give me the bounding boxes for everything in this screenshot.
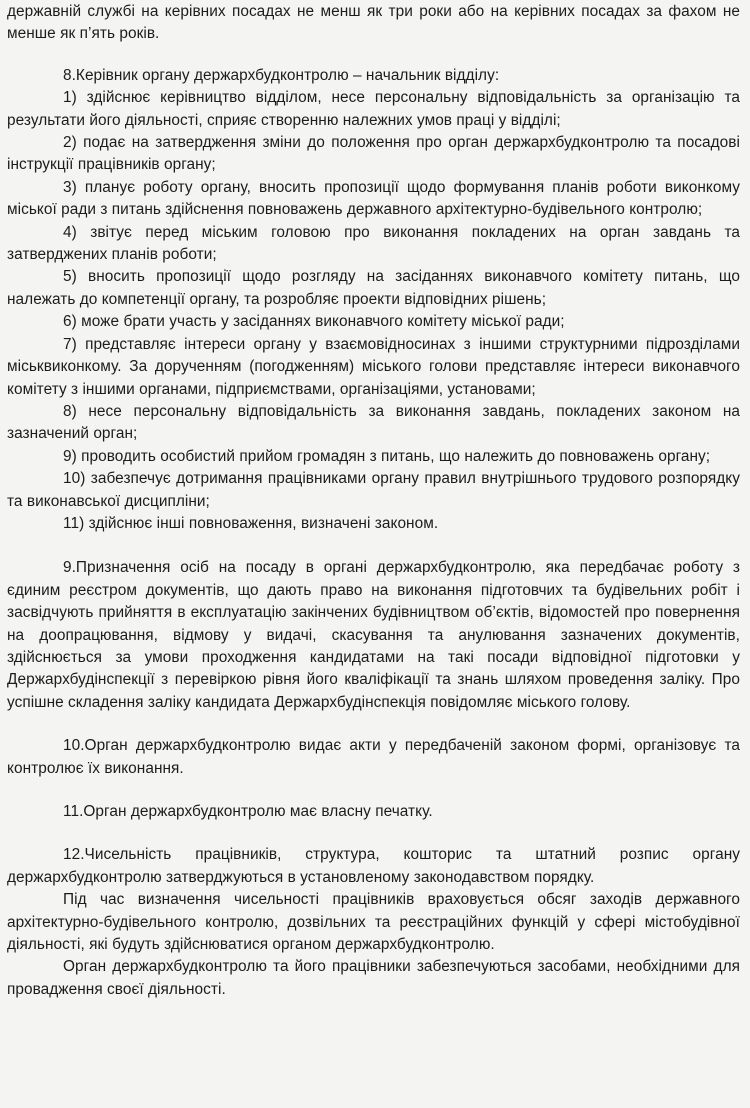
section-8-item-10: 10) забезпечує дотримання працівниками органу правил внутрішнього трудового розпорядку та виконавської дисципліни; xyxy=(7,470,740,510)
section-11-paragraph: 11.Орган держархбудконтролю має власну печатку. xyxy=(63,803,433,820)
section-8-item-5: 5) вносить пропозиції щодо розгляду на засіданнях виконавчого комітету питань, що належать до компетенції органу, та розробляє проекти відповідних рішень; xyxy=(7,268,740,308)
section-12-paragraph-2: Під час визначення чисельності працівників враховується обсяг заходів державного архітектурно-будівельного контролю, дозвільних та реєстраційних функцій у сфері містобудівної діяльності, які будуть здійснюватися органом держархбудконтролю. xyxy=(7,891,740,954)
section-8-item-3: 3) планує роботу органу, вносить пропозиції щодо формування планів роботи виконкому міської ради з питань здійснення повноважень державного архітектурно-будівельного контролю; xyxy=(7,178,740,219)
section-10-paragraph: 10.Орган держархбудконтролю видає акти у передбаченій законом формі, організовує та контролює їх виконання. xyxy=(7,737,740,777)
intro-paragraph: державній службі на керівних посадах не менш як три роки або на керівних посадах за фахом не менше як п’ять років. xyxy=(7,3,740,43)
section-8-item-11: 11) здійснює інші повноваження, визначені законом. xyxy=(63,514,439,532)
section-8-item-7: 7) представляє інтереси органу у взаємовідносинах з іншими структурними підрозділами міськвиконкому. За дорученням (погодженням) міського голови представляє інтереси виконавчого комітету з іншими органами, підприємствами, організаціями, установами; xyxy=(7,335,740,398)
section-8-item-6: 6) може брати участь у засіданнях виконавчого комітету міської ради; xyxy=(63,313,565,331)
section-8-item-4: 4) звітує перед міським головою про виконання покладених на орган завдань та затверджених планів роботи; xyxy=(7,223,740,264)
section-8 xyxy=(7,65,740,536)
section-12-paragraph-1: 12.Чисельність працівників, структура, кошторис та штатний розпис органу держархбудконтролю затверджуються в установленому законодавством порядку. xyxy=(7,846,740,886)
section-8-item-9: 9) проводить особистий прийом громадян з питань, що належить до повноважень органу; xyxy=(63,447,711,465)
section-9-paragraph: 9.Призначення осіб на посаду в органі держархбудконтролю, яка передбачає роботу з єдиним реєстром документів, що дають право на виконання підготовчих та будівельних робіт і засвідчують прийняття в експлуатацію закінчених будівництвом об’єктів, відомостей про повернення на доопрацювання, відмову у видачі, скасування та анулювання зазначених документів, здійснюється за умови проходження кандидатами на такі посади відповідної підготовки у Держархбудінспекції з перевіркою рівня його кваліфікації та знань шляхом проведення заліку. Про успішне складення заліку кандидата Держархбудінспекція повідомляє міського голову. xyxy=(7,559,740,711)
section-8-heading: 8.Керівник органу держархбудконтролю – начальник відділу: xyxy=(63,66,500,84)
section-8-item-8: 8) несе персональну відповідальність за виконання завдань, покладених законом на зазначений орган; xyxy=(7,402,740,443)
section-12 xyxy=(7,844,740,1001)
section-8-item-1: 1) здійснює керівництво відділом, несе персональну відповідальність за організацію та результати його діяльності, сприяє створенню належних умов праці у відділі; xyxy=(7,89,740,129)
section-12-paragraph-3: Орган держархбудконтролю та його працівники забезпечуються засобами, необхідними для провадження своєї діяльності. xyxy=(7,958,740,998)
section-8-item-2: 2) подає на затвердження зміни до положення про орган держархбудконтролю та посадові інструкції працівників органу; xyxy=(7,134,740,174)
